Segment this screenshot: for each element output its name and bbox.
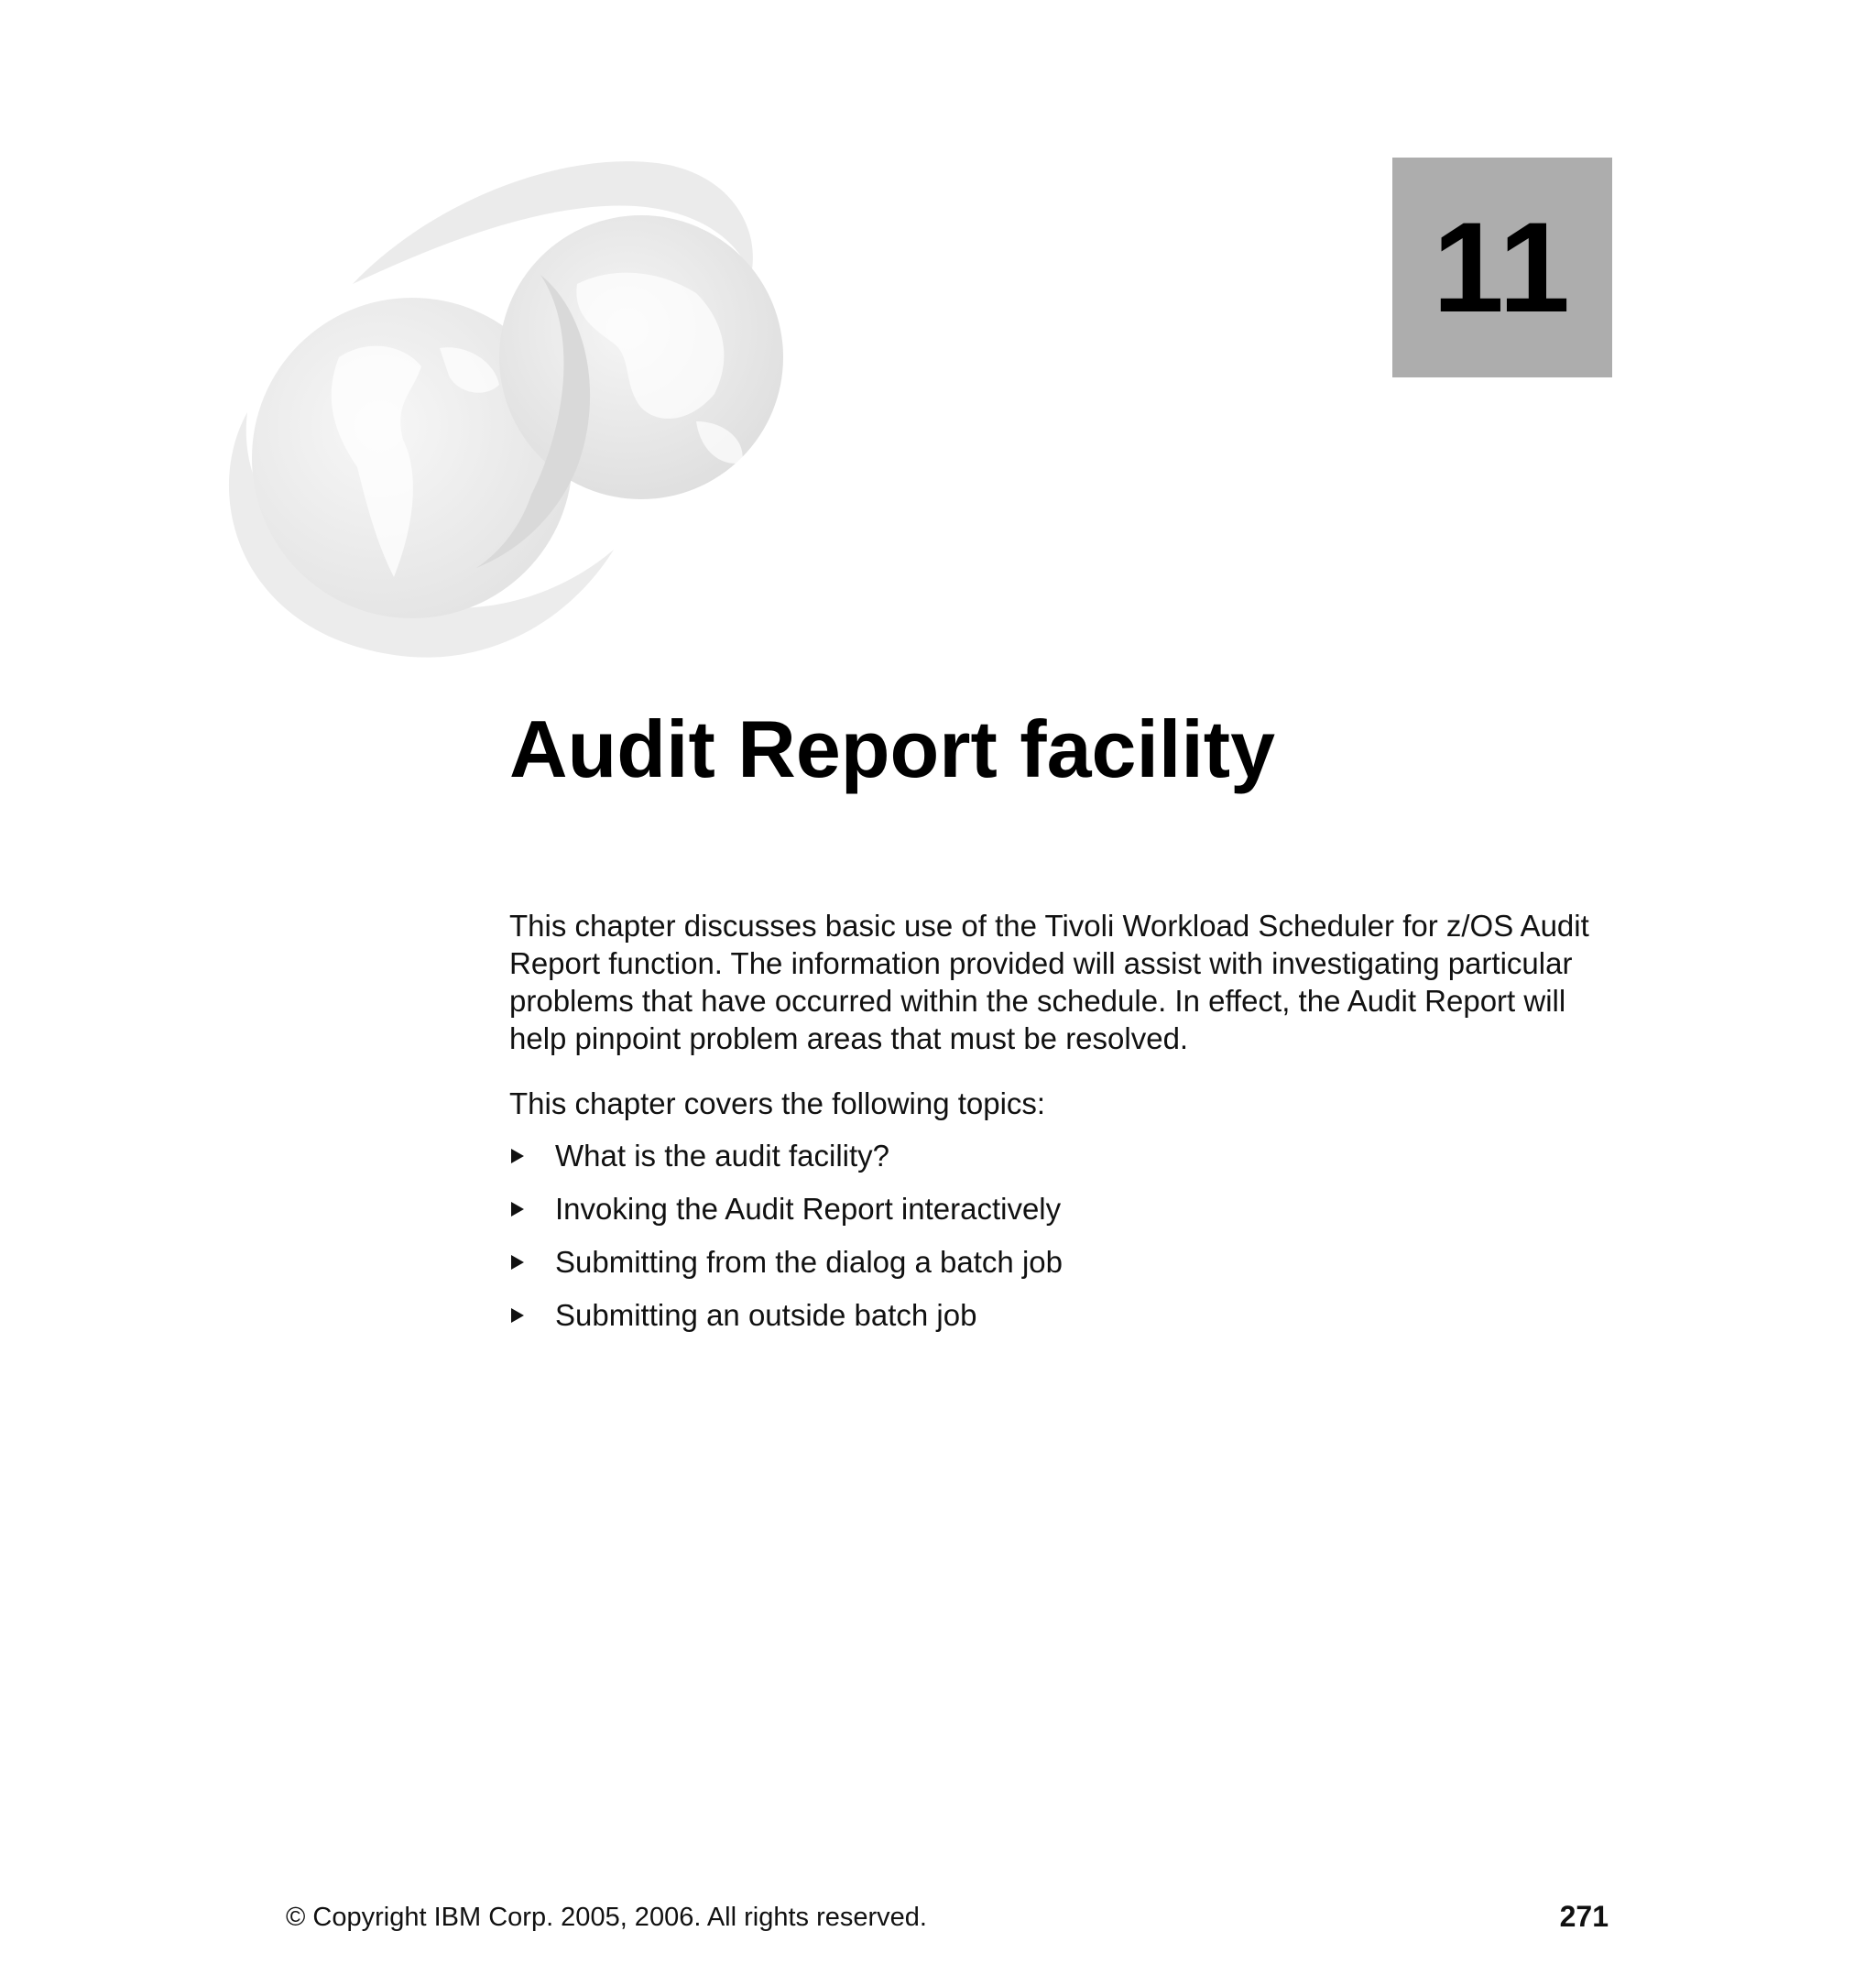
triangle-bullet-icon: [511, 1202, 524, 1217]
topic-list: [509, 1137, 1618, 1334]
list-item: [509, 1137, 1618, 1174]
intro-paragraph: This chapter discusses basic use of the Tivoli Workload Scheduler for z/OS Audit Report function. The information provided will assist with investigating particular problems that have occurred within the schedule. In effect, the Audit Report will help pinpoint problem areas that must be resolved.: [509, 909, 1589, 1055]
list-item: [509, 1243, 1618, 1281]
triangle-bullet-icon: [511, 1308, 524, 1323]
chapter-title: Audit Report facility: [509, 704, 1276, 794]
chapter-number: 11: [1433, 195, 1572, 339]
list-item: [509, 1190, 1618, 1228]
footer-copyright: © Copyright IBM Corp. 2005, 2006. All rights reserved.: [286, 1903, 927, 1932]
triangle-bullet-icon: [511, 1149, 524, 1163]
topic-text: Submitting an outside batch job: [555, 1298, 977, 1332]
chapter-number-box: [1392, 158, 1612, 377]
topics-lead: This chapter covers the following topics:: [509, 1086, 1046, 1120]
topic-text: Invoking the Audit Report interactively: [555, 1192, 1062, 1226]
page-number: 271: [1559, 1900, 1609, 1933]
topic-text: Submitting from the dialog a batch job: [555, 1245, 1063, 1279]
topic-text: What is the audit facility?: [555, 1139, 889, 1173]
globe-swirl-icon: [183, 147, 843, 678]
triangle-bullet-icon: [511, 1255, 524, 1270]
list-item: [509, 1296, 1618, 1334]
chapter-intro: [509, 907, 1618, 1349]
